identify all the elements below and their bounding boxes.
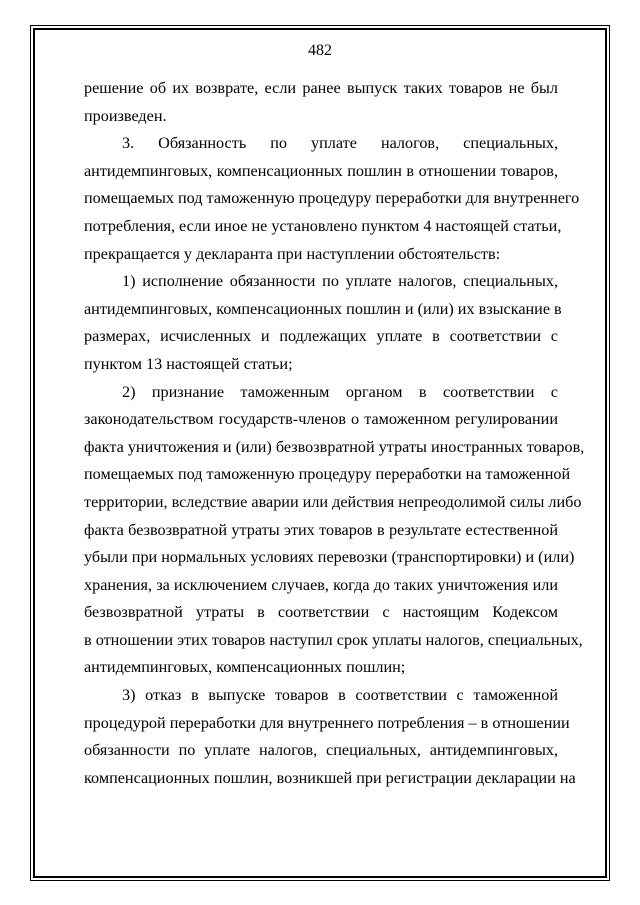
text-line: потребления, если иное не установлено пунктом 4 настоящей статьи, xyxy=(84,216,562,235)
text-line: территории, вследствие аварии или действия непреодолимой силы либо xyxy=(84,492,582,511)
document-body xyxy=(84,75,585,792)
text-line: антидемпинговых, компенсационных пошлин и (или) их взыскание в xyxy=(84,299,562,318)
text-line: произведен. xyxy=(84,106,167,125)
text-line: пунктом 13 настоящей статьи; xyxy=(84,354,293,373)
paragraph xyxy=(84,268,562,378)
text-line: безвозвратной утраты в соответствии с настоящим Кодексом xyxy=(84,603,558,622)
text-line: 3. Обязанность по уплате налогов, специальных, xyxy=(122,134,558,153)
page-number: 482 xyxy=(308,42,332,59)
text-line: прекращается у декларанта при наступлении обстоятельств: xyxy=(84,244,501,263)
paragraph xyxy=(84,379,585,683)
text-line: законодательством государств-членов о таможенном регулировании xyxy=(84,410,558,429)
text-line: процедурой переработки для внутреннего потребления – в отношении xyxy=(84,713,570,732)
text-line: хранения, за исключением случаев, когда до таких уничтожения или xyxy=(84,575,558,594)
text-line: в отношении этих товаров наступил срок уплаты налогов, специальных, xyxy=(84,630,583,649)
text-line: 1) исполнение обязанности по уплате налогов, специальных, xyxy=(122,272,558,291)
text-line: обязанности по уплате налогов, специальных, антидемпинговых, xyxy=(84,741,558,760)
text-line: убыли при нормальных условиях перевозки (транспортировки) и (или) xyxy=(84,548,575,567)
text-line: факта безвозвратной утраты этих товаров в результате естественной xyxy=(84,520,558,539)
paragraph xyxy=(84,130,580,268)
page-frame xyxy=(33,28,607,878)
text-line: размерах, исчисленных и подлежащих уплате в соответствии с xyxy=(84,327,558,346)
paragraph xyxy=(84,682,576,792)
text-line: антидемпинговых, компенсационных пошлин; xyxy=(84,658,406,677)
text-line: 3) отказ в выпуске товаров в соответствии с таможенной xyxy=(122,686,558,705)
text-line: антидемпинговых, компенсационных пошлин в отношении товаров, xyxy=(84,161,558,180)
paragraph xyxy=(84,75,558,130)
text-line: решение об их возврате, если ранее выпуск таких товаров не был xyxy=(84,79,558,97)
text-line: 2) признание таможенным органом в соответствии с xyxy=(122,382,558,401)
text-line: факта уничтожения и (или) безвозвратной утраты иностранных товаров, xyxy=(84,437,585,456)
text-line: помещаемых под таможенную процедуру переработки для внутреннего xyxy=(84,189,580,208)
text-line: компенсационных пошлин, возникшей при регистрации декларации на xyxy=(84,768,576,787)
text-line: помещаемых под таможенную процедуру переработки на таможенной xyxy=(84,465,571,484)
